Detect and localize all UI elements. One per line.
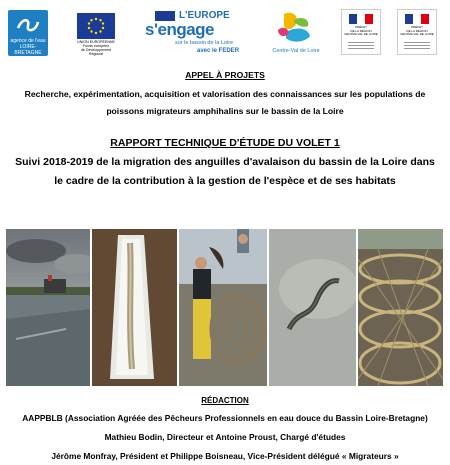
appel-a-projets-title: APPEL À PROJETS (185, 70, 265, 80)
redaction-line-3: Jérôme Monfray, Président et Philippe Boisneau, Vice-Président délégué « Migrateurs » (51, 451, 399, 461)
rapport-line-1: Suivi 2018-2019 de la migration des anguilles d'avalaison du bassin de la Loire dans (15, 156, 435, 168)
redaction-line-1: AAPPBLB (Association Agréée des Pêcheurs Professionnels en eau douce du Bassin Loire-Bretagne) (22, 413, 428, 423)
prefet-logo-2 (397, 9, 437, 55)
fyke-nets-photo (358, 229, 443, 386)
eu-feder-logo (77, 13, 115, 56)
europe-logo-line4: avec le FEDER (197, 48, 240, 54)
eu-flag-icon (77, 13, 115, 39)
photo-strip (6, 229, 443, 386)
rapport-line-2: le cadre de la contribution à la gestion de l'espèce et de ses habitats (54, 175, 396, 187)
appel-line-1: Recherche, expérimentation, acquisition et valorisation des connaissances sur les populations de (24, 89, 426, 99)
europe-logo-line1: L'EUROPE (179, 10, 230, 21)
prefet-logo-1-text: PRÉFET DE LA RÉGION CENTRE-VAL DE LOIRE (344, 25, 378, 36)
rapport-title: RAPPORT TECHNIQUE D'ÉTUDE DU VOLET 1 (110, 137, 340, 149)
french-flag-icon (349, 14, 373, 24)
prefet-logo-1 (341, 9, 381, 55)
fishermen-with-net-photo (179, 229, 267, 386)
rapport-subtitle (0, 153, 450, 191)
centre-val-de-loire-text: Centre-Val de Loire (272, 48, 320, 54)
eel-in-water-photo (269, 229, 356, 386)
centre-val-de-loire-icon (270, 10, 322, 48)
partner-logos (0, 4, 450, 56)
agence-de-l-eau-logo (8, 10, 48, 56)
prefet-logo-2-text: PRÉFET DE LA RÉGION CENTRE-VAL DE LOIRE (400, 25, 434, 36)
redaction-line-2: Mathieu Bodin, Directeur et Antoine Proust, Chargé d'études (104, 432, 346, 442)
appel-line-2: poissons migrateurs amphihalins sur le bassin de la Loire (106, 106, 344, 116)
europe-logo-line3: sur le bassin de la Loire (175, 40, 234, 46)
europe-s-engage-logo (145, 10, 245, 60)
centre-val-de-loire-logo (270, 10, 322, 60)
eel-on-trough-photo (92, 229, 177, 386)
agence-logo-text: agence de l'eau LOIRE-BRETAGNE (10, 38, 46, 56)
agence-swirl-icon (16, 16, 40, 34)
redaction-title: RÉDACTION (201, 396, 249, 405)
eu-logo-text: UNION EUROPÉENNE Fonds européen de Développement Régional (77, 40, 115, 56)
french-flag-icon (405, 14, 429, 24)
appel-a-projets-description (0, 86, 450, 120)
europe-logo-line2: s'engage (145, 20, 215, 39)
river-landscape-photo (6, 229, 90, 386)
